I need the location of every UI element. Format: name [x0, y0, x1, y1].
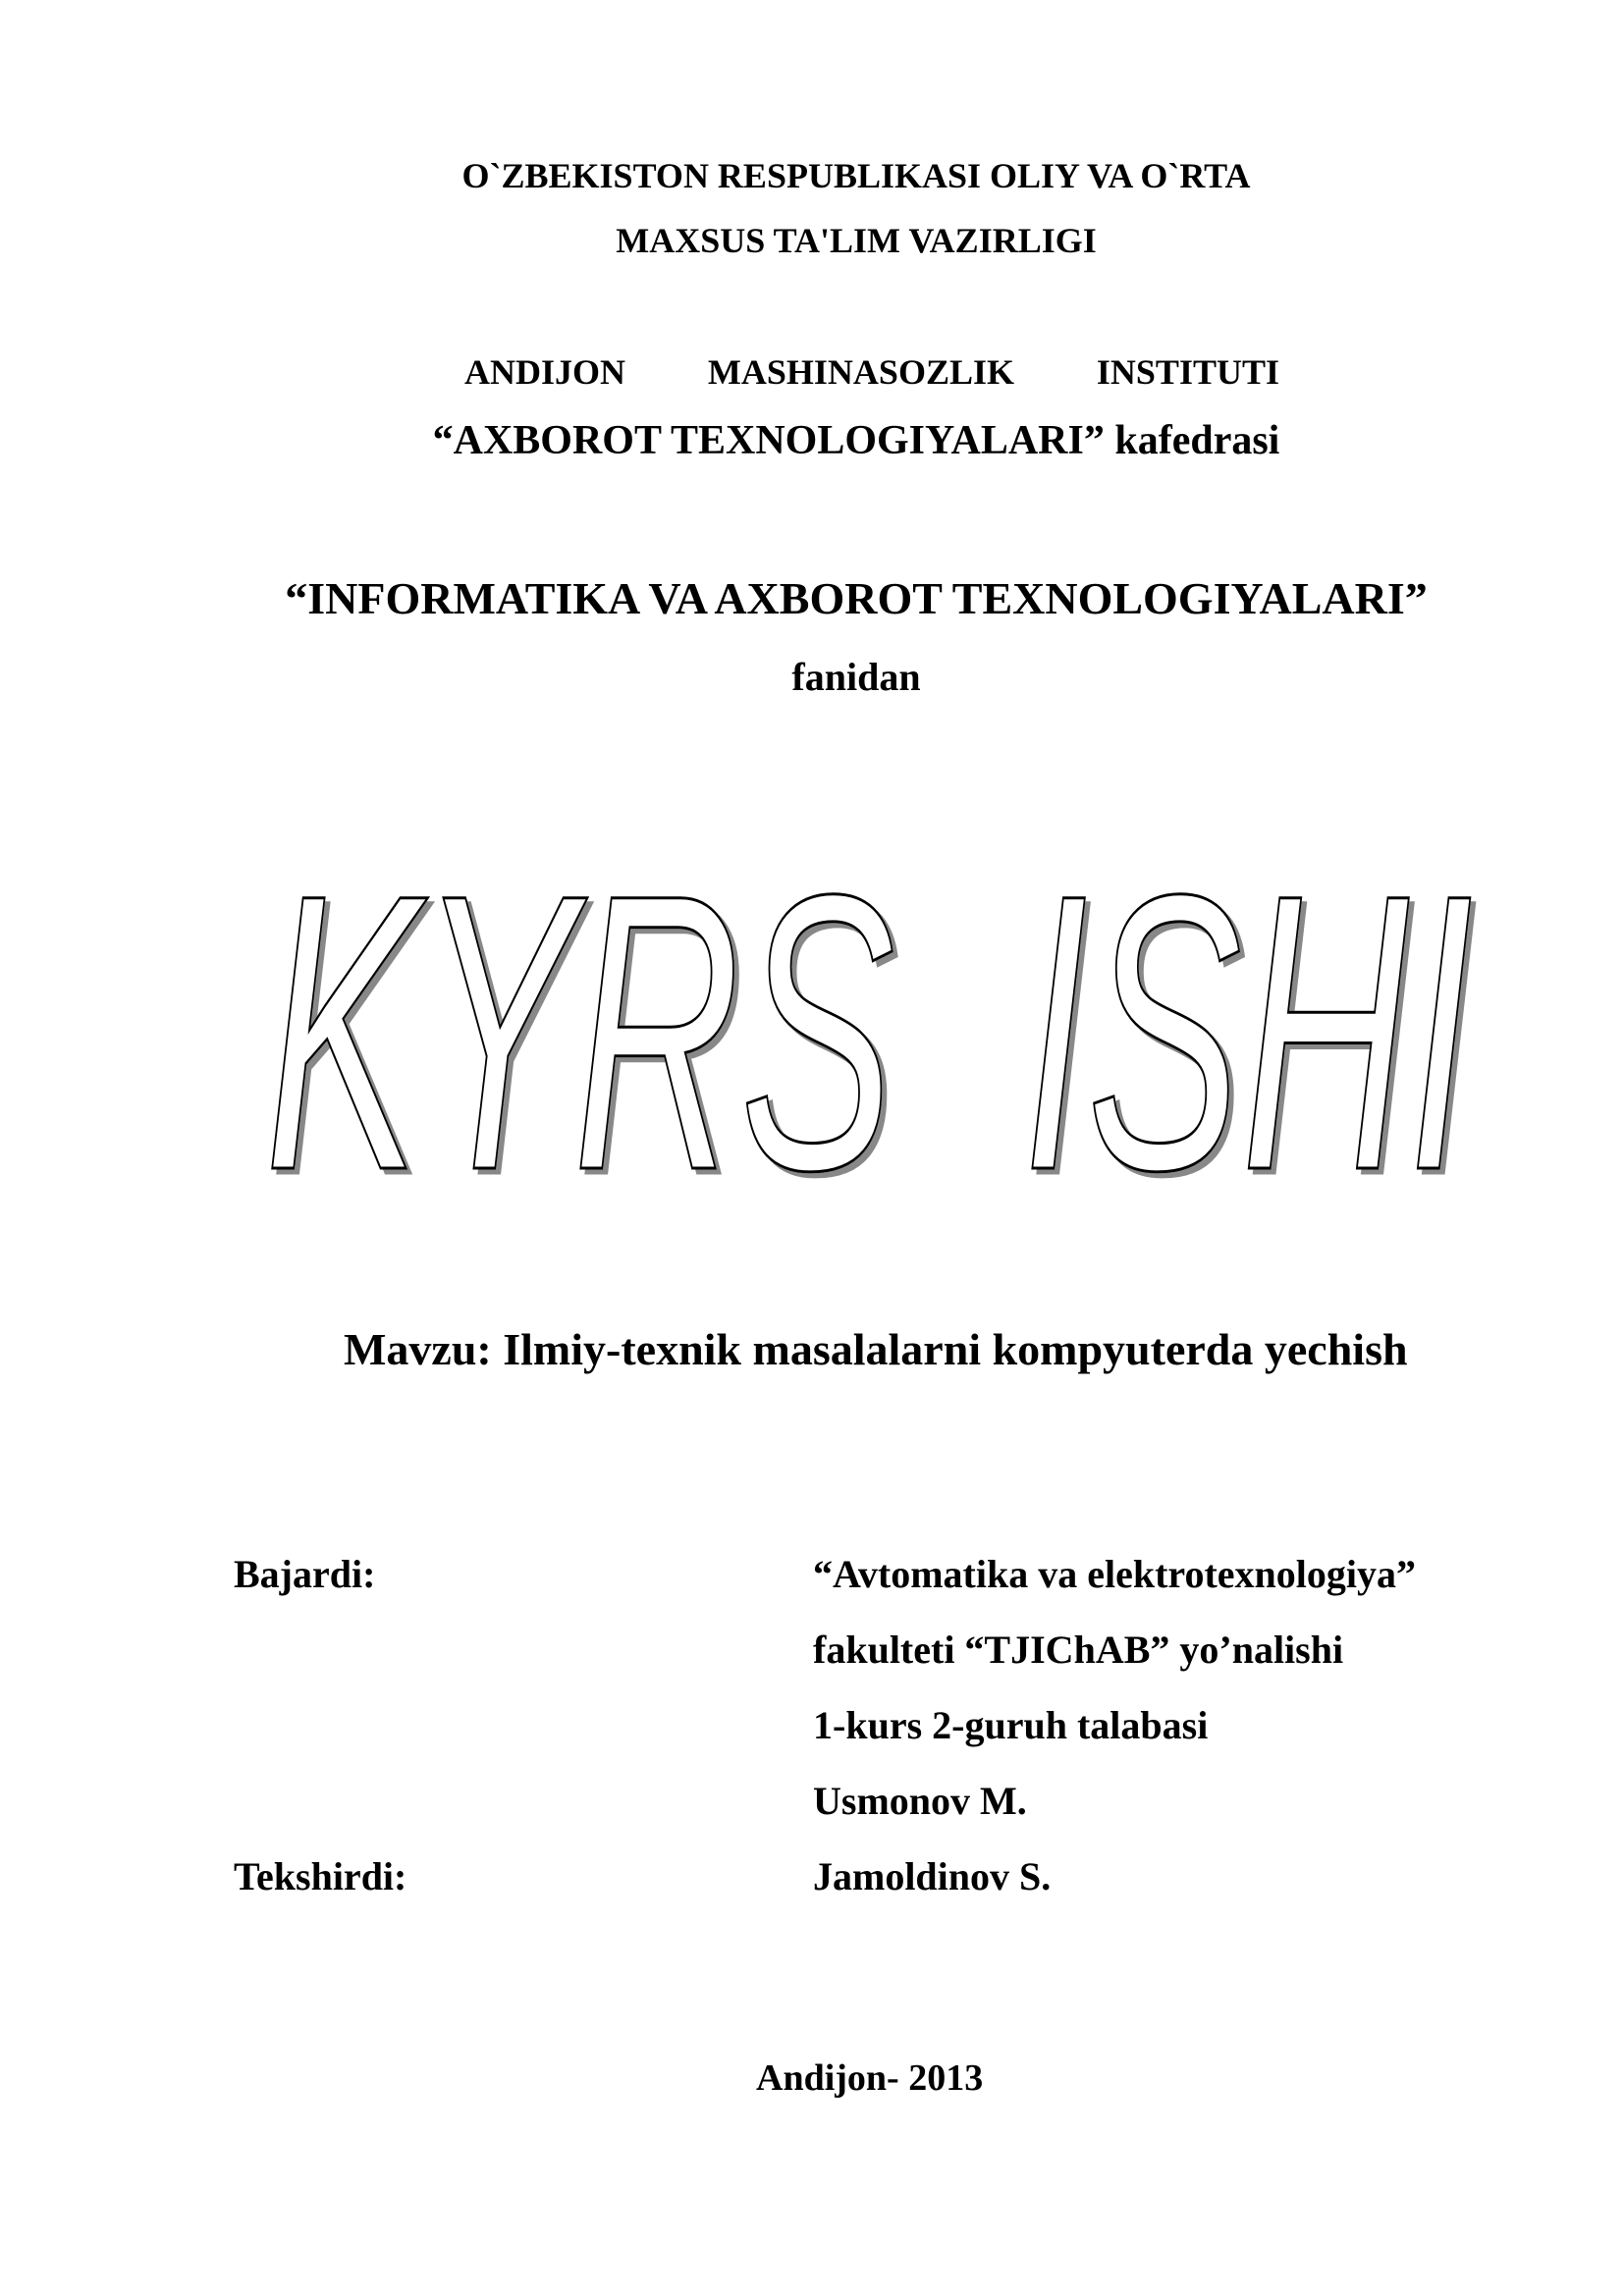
checker-label: Tekshirdi: [234, 1854, 407, 1898]
subject-suffix: fanidan [791, 655, 921, 699]
topic-line: Mavzu: Ilmiy-texnik masalalarni kompyuterda yechish [344, 1324, 1408, 1374]
performer-name: Usmonov M. [813, 1779, 1027, 1823]
performer-label: Bajardi: [234, 1552, 376, 1596]
course-work-title [245, 844, 1492, 1198]
place-and-year: Andijon- 2013 [756, 2057, 984, 2099]
subject-name: “INFORMATIKA VA AXBOROT TEXNOLOGIYALARI” [285, 573, 1428, 623]
department-name: “AXBOROT TEXNOLOGIYALARI” kafedrasi [432, 418, 1280, 463]
institute-word-institute: INSTITUTI [1096, 352, 1279, 392]
institute-word-city: ANDIJON [464, 352, 626, 392]
institute-word-type: MASHINASOZLIK [707, 352, 1014, 392]
checker-name: Jamoldinov S. [813, 1854, 1052, 1898]
performer-faculty: “Avtomatika va elektrotexnologiya” [813, 1552, 1417, 1596]
performer-direction: fakulteti “TJIChAB” yo’nalishi [813, 1628, 1344, 1672]
ministry-line-1: O`ZBEKISTON RESPUBLIKASI OLIY VA O`RTA [461, 156, 1251, 195]
institute-name [464, 351, 1279, 393]
performer-group: 1-kurs 2-guruh talabasi [813, 1703, 1209, 1747]
course-work-title-text: KYRS ISHI [265, 844, 1474, 1198]
ministry-line-2: MAXSUS TA'LIM VAZIRLIGI [616, 221, 1097, 260]
